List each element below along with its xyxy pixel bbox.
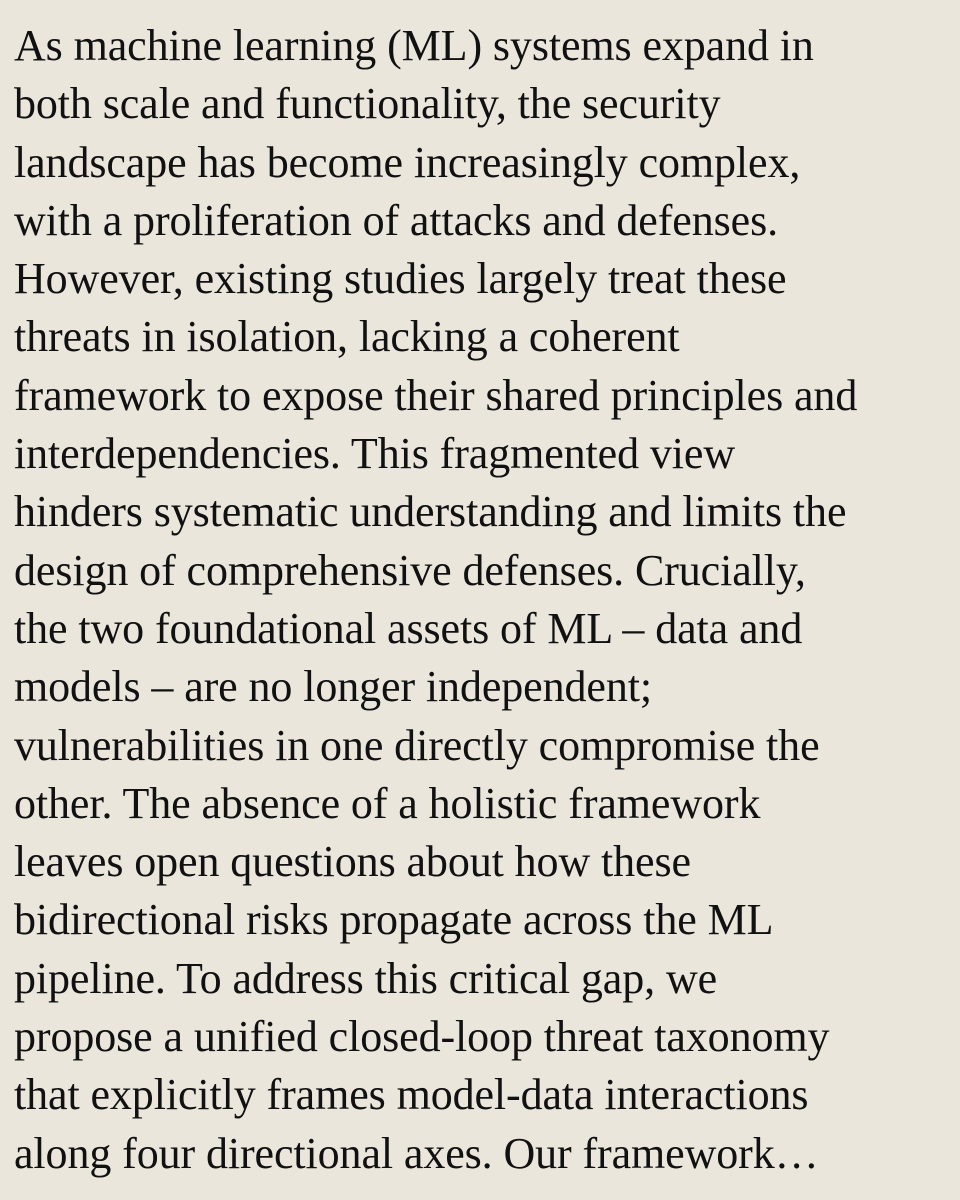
abstract-text <box>14 17 960 1183</box>
abstract-line-2: both scale and functionality, the security <box>14 79 721 129</box>
abstract-line-16: bidirectional risks propagate across the ML <box>14 895 774 945</box>
abstract-line-20: along four directional axes. Our framework… <box>14 1128 819 1178</box>
abstract-line-11: the two foundational assets of ML – data and <box>14 603 803 653</box>
abstract-line-10: design of comprehensive defenses. Crucially, <box>14 545 806 595</box>
abstract-line-3: landscape has become increasingly complex, <box>14 137 801 187</box>
abstract-line-5: However, existing studies largely treat these <box>14 254 787 304</box>
abstract-line-1: As machine learning (ML) systems expand in <box>14 21 814 70</box>
abstract-line-12: models – are no longer independent; <box>14 662 652 712</box>
abstract-line-19: that explicitly frames model-data interactions <box>14 1070 809 1120</box>
abstract-line-7: framework to expose their shared principles and <box>14 370 858 420</box>
abstract-line-13: vulnerabilities in one directly compromise the <box>14 720 820 770</box>
abstract-line-14: other. The absence of a holistic framework <box>14 778 761 828</box>
abstract-line-8: interdependencies. This fragmented view <box>14 429 736 479</box>
abstract-line-6: threats in isolation, lacking a coherent <box>14 312 680 362</box>
abstract-line-17: pipeline. To address this critical gap, we <box>14 953 718 1003</box>
abstract-line-4: with a proliferation of attacks and defenses. <box>14 195 778 245</box>
abstract-line-9: hinders systematic understanding and limits the <box>14 487 847 537</box>
abstract-line-18: propose a unified closed-loop threat taxonomy <box>14 1012 830 1062</box>
abstract-line-15: leaves open questions about how these <box>14 837 691 887</box>
